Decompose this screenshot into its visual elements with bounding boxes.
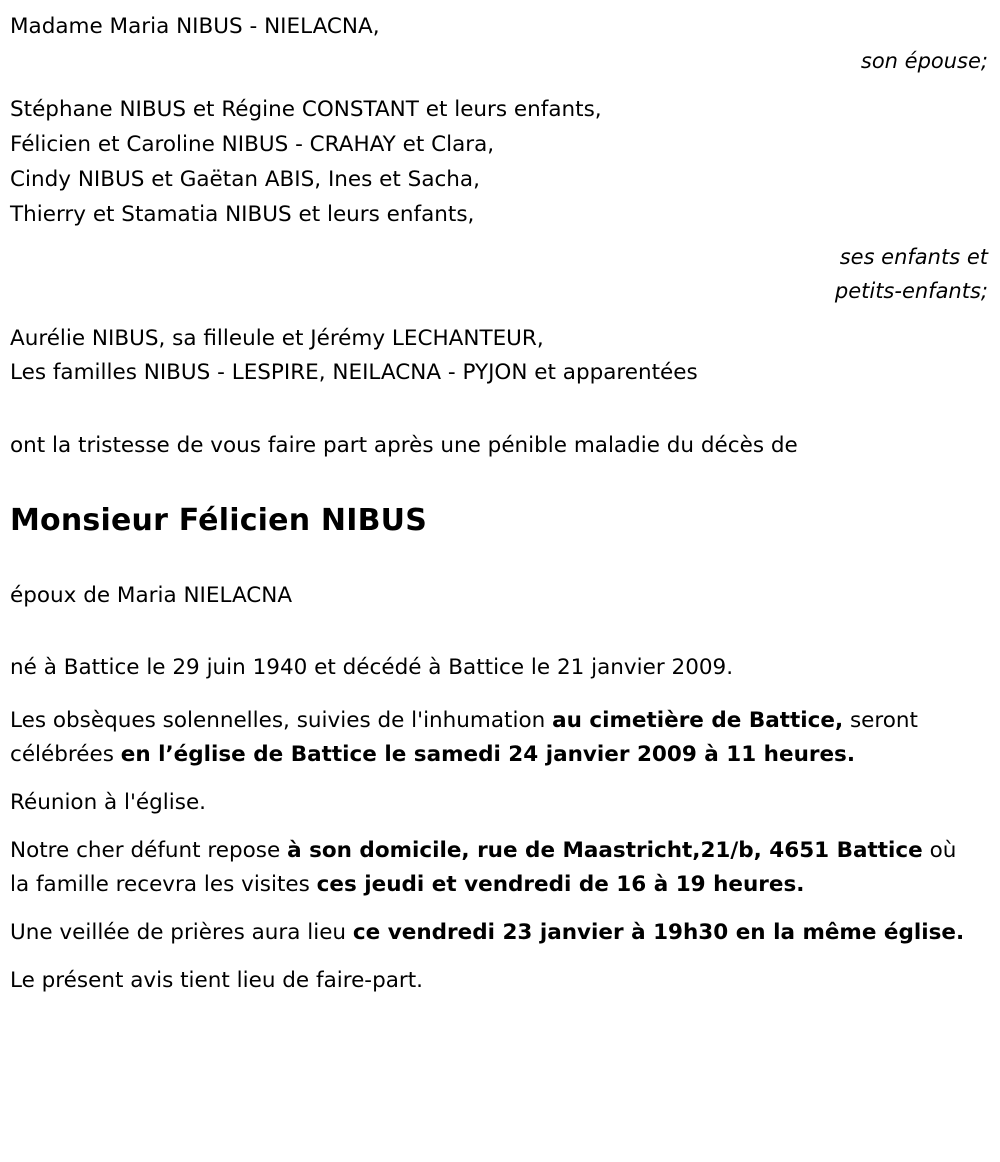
- paragraph-text: seront célébrées: [10, 708, 918, 767]
- paragraph-text: Les obsèques solennelles, suivies de l'inhumation: [10, 708, 553, 733]
- service-paragraph: [10, 916, 976, 950]
- emphasis-text: au cimetière de Battice,: [552, 708, 844, 733]
- service-paragraph: [10, 786, 976, 820]
- spacer: [10, 308, 992, 322]
- spacer: [10, 390, 992, 424]
- children-line: Stéphane NIBUS et Régine CONSTANT et leurs enfants,: [10, 97, 602, 122]
- paragraph-text: Réunion à l'église.: [10, 790, 207, 815]
- emphasis-text: ce vendredi 23 janvier à 19h30 en la même église.: [352, 920, 965, 945]
- children-role-label-line1: ses enfants et: [839, 245, 988, 269]
- emphasis-text: à son domicile, rue de Maastricht,21/b, 4651 Battice: [287, 838, 923, 863]
- paragraph-text: où la famille recevra les visites: [10, 838, 957, 897]
- birth-death-text: né à Battice le 29 juin 1940 et décédé à Battice le 21 janvier 2009.: [10, 655, 734, 680]
- children-line: Thierry et Stamatia NIBUS et leurs enfants,: [10, 202, 475, 227]
- spacer: [10, 612, 992, 652]
- spouse-role-label: son épouse;: [860, 49, 988, 73]
- emphasis-text: ces jeudi et vendredi de 16 à 19 heures.: [316, 872, 805, 897]
- spacer: [10, 540, 992, 580]
- children-role-label-line2: petits-enfants;: [834, 279, 988, 303]
- spouse-line: Madame Maria NIBUS - NIELACNA,: [10, 14, 380, 39]
- spouse-of-text: époux de Maria NIELACNA: [10, 583, 293, 608]
- paragraph-text: Notre cher défunt repose: [10, 838, 288, 863]
- paragraph-text: Le présent avis tient lieu de faire-part.: [10, 968, 423, 993]
- spacer: [10, 78, 992, 92]
- children-line: Félicien et Caroline NIBUS - CRAHAY et Clara,: [10, 132, 495, 157]
- service-paragraph: [10, 704, 976, 772]
- emphasis-text: en l’église de Battice le samedi 24 janvier 2009 à 11 heures.: [120, 742, 856, 767]
- spacer: [10, 232, 992, 240]
- other-relatives-line: Aurélie NIBUS, sa filleule et Jérémy LECHANTEUR,: [10, 326, 544, 351]
- spacer: [10, 684, 992, 704]
- paragraph-text: Une veillée de prières aura lieu: [10, 920, 353, 945]
- other-families-line: Les familles NIBUS - LESPIRE, NEILACNA - PYJON et apparentées: [10, 360, 698, 385]
- children-line: Cindy NIBUS et Gaëtan ABIS, Ines et Sacha,: [10, 167, 480, 192]
- children-block: [10, 92, 992, 232]
- deceased-name: Monsieur Félicien NIBUS: [10, 503, 428, 538]
- service-details: [10, 704, 992, 998]
- spacer: [10, 462, 992, 502]
- service-paragraph: [10, 964, 976, 998]
- service-paragraph: [10, 834, 976, 902]
- announcement-text: ont la tristesse de vous faire part après une pénible maladie du décès de: [10, 433, 798, 458]
